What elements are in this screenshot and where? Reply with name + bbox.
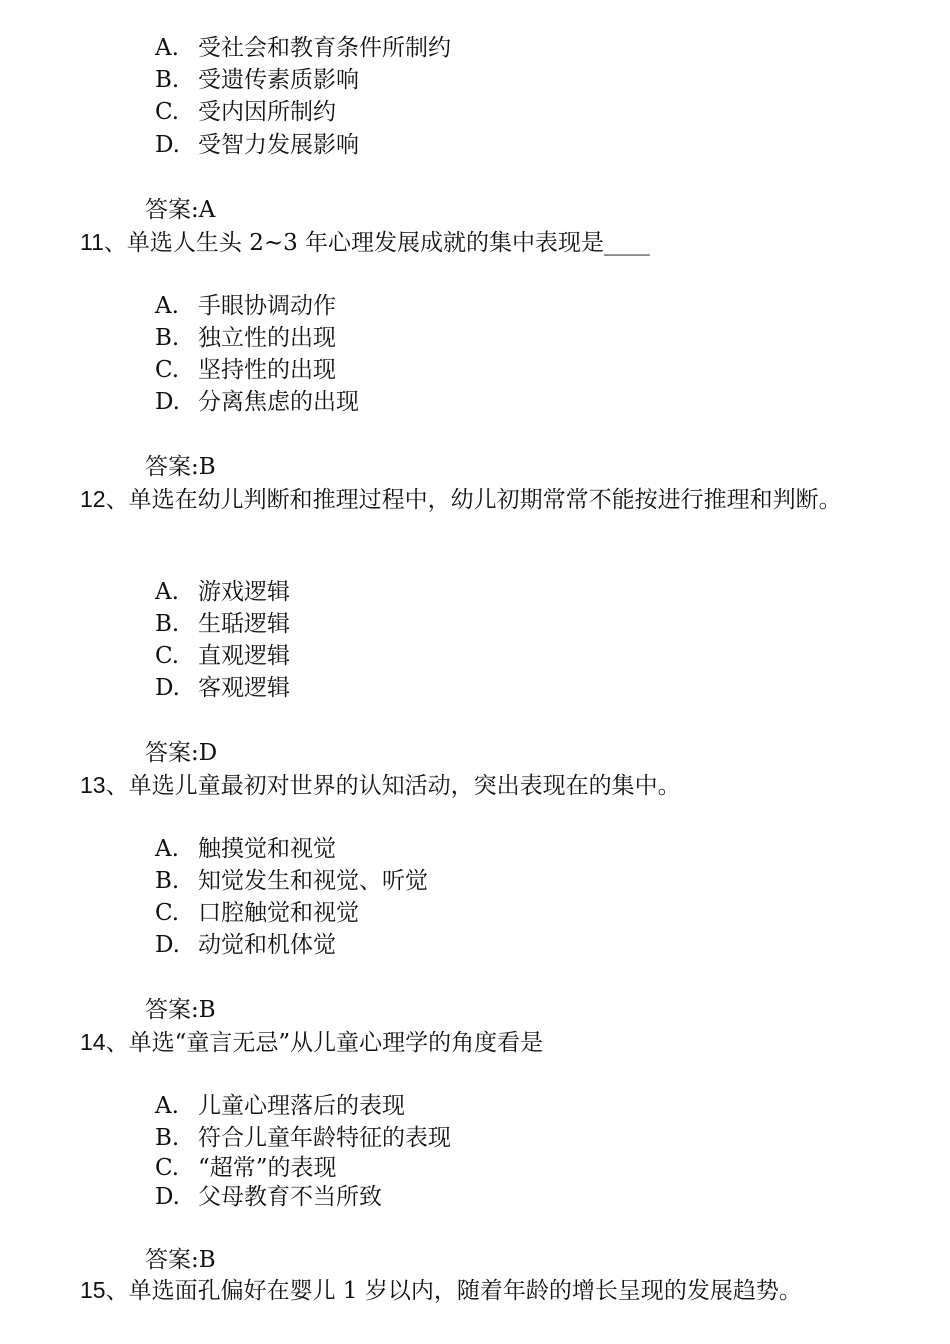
option-text: 触摸觉和视觉 — [198, 836, 336, 862]
question-text: 、单选面孔偏好在婴儿 1 岁以内，随着年龄的增长呈现的发展趋势。 — [105, 1278, 802, 1304]
option-text: 直观逻辑 — [198, 643, 290, 669]
option-text: 父母教育不当所致 — [198, 1184, 382, 1210]
option-letter: D. — [155, 389, 180, 415]
question-number: 15 — [80, 1277, 106, 1303]
option-letter: A. — [155, 836, 179, 862]
option-text: “超常”的表现 — [198, 1155, 337, 1181]
option-letter: C. — [155, 900, 180, 926]
option-letter: B. — [155, 67, 180, 93]
option-text: 儿童心理落后的表现 — [198, 1093, 405, 1119]
option-text: 口腔触觉和视觉 — [198, 900, 359, 926]
option-letter: B. — [155, 611, 180, 637]
question-text: 、单选人生头 2~3 年心理发展成就的集中表现是____ — [103, 230, 651, 256]
question-text: 、单选儿童最初对世界的认知活动，突出表现在的集中。 — [105, 773, 681, 799]
option-text: 分离焦虑的出现 — [198, 389, 359, 415]
option-text: 受智力发展影响 — [198, 132, 359, 158]
option-text: 手眼协调动作 — [198, 293, 336, 319]
question-text: 、单选在幼儿判断和推理过程中，幼儿初期常常不能按进行推理和判断。 — [105, 487, 842, 513]
option-letter: A. — [155, 293, 179, 319]
option-letter: A. — [155, 1093, 179, 1119]
option-letter: D. — [155, 1184, 180, 1210]
question-line — [80, 1274, 930, 1307]
option-text: 受内因所制约 — [198, 99, 336, 125]
answer-line: 答案:B — [145, 454, 216, 480]
option-text: 游戏逻辑 — [198, 579, 290, 605]
question-text: 、单选“童言无忌”从儿童心理学的角度看是 — [105, 1030, 544, 1056]
option-letter: B. — [155, 325, 180, 351]
option-text: 独立性的出现 — [198, 325, 336, 351]
option-letter: B. — [155, 1125, 180, 1151]
option-letter: A. — [155, 35, 179, 61]
answer-line: 答案:A — [145, 197, 216, 223]
option-text: 生聒逻辑 — [198, 611, 290, 637]
option-text: 坚持性的出现 — [198, 357, 336, 383]
question-number: 12 — [80, 486, 106, 512]
option-letter: C. — [155, 643, 180, 669]
option-text: 受遗传素质影响 — [198, 67, 359, 93]
question-line — [80, 769, 880, 802]
question-line — [80, 1026, 880, 1059]
option-text: 动觉和机体觉 — [198, 932, 336, 958]
question-line — [80, 226, 880, 259]
option-letter: C. — [155, 1155, 180, 1181]
option-text: 受社会和教育条件所制约 — [198, 35, 451, 61]
question-number: 14 — [80, 1029, 106, 1055]
option-text: 符合儿童年龄特征的表现 — [198, 1125, 451, 1151]
option-letter: B. — [155, 868, 180, 894]
option-letter: D. — [155, 675, 180, 701]
option-text: 客观逻辑 — [198, 675, 290, 701]
option-letter: A. — [155, 579, 179, 605]
option-text: 知觉发生和视觉、听觉 — [198, 868, 428, 894]
answer-line: 答案:D — [145, 740, 218, 766]
option-letter: D. — [155, 132, 180, 158]
option-letter: D. — [155, 932, 180, 958]
answer-line: 答案:B — [145, 997, 216, 1023]
question-number: 13 — [80, 772, 106, 798]
answer-line: 答案:B — [145, 1247, 216, 1273]
question-line — [80, 483, 850, 516]
question-number: 11 — [80, 229, 104, 255]
option-letter: C. — [155, 357, 180, 383]
option-letter: C. — [155, 99, 180, 125]
